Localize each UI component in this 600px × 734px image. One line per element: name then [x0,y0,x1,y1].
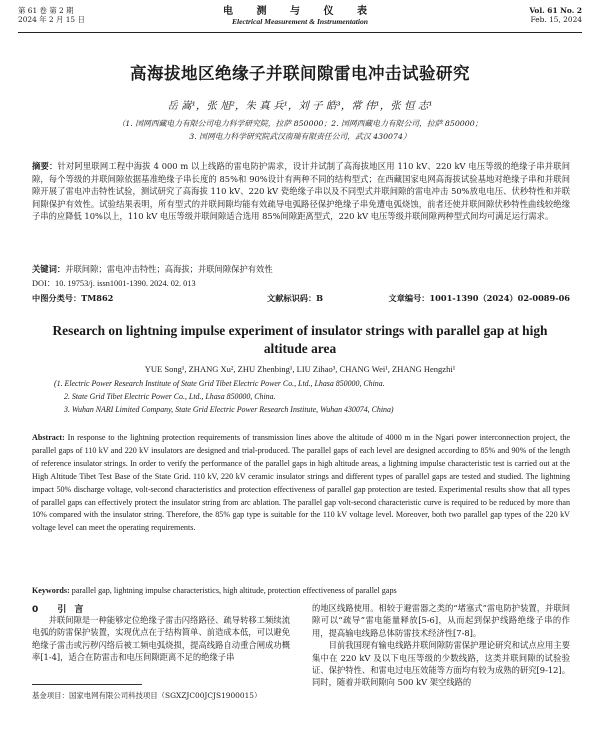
doi: DOI：10. 19753/j. issn1001-1390. 2024. 02. 013 [32,279,196,288]
keywords-en [32,586,570,595]
affiliation-cn-2: 3. 国网电力科学研究院武汉南瑞有限责任公司，武汉 430074） [189,132,411,141]
intro-right-para-1: 的地区线路使用。相较于避雷器之类的“堵塞式”雷电防护装置，并联间隙可以“疏导”雷电能量释放[5-6]，从而起到保护线路绝缘子串的作用，提高输电线路总体防雷技术经济性[7-8]。 [312,603,570,638]
abstract-en-label: Abstract: [32,433,65,442]
journal-name-en: Electrical Measurement & Instrumentation [231,17,369,26]
affiliation-en-2: 2. State Grid Tibet Electric Power Co., Ltd., Lhasa 850000, China. [64,392,276,401]
clc-number: 中图分类号：TM862 [32,293,114,303]
article-number: 文章编号：1001-1390（2024）02-0089-06 [388,293,570,303]
classification-row [32,293,570,305]
footnote-divider [32,684,142,685]
journal-name-cn: 电 测 与 仪 表 [223,6,377,17]
title-en: Research on lightning impulse experiment of insulator strings with parallel gap at high altitude area [52,323,548,356]
volume-issue-cn: 第 61 卷 第 2 期 [18,6,74,15]
abstract-cn [32,160,570,223]
intro-left-column: 并联间隙是一种能够定位绝缘子雷击闪络路径、疏导转移工频续流电弧的防雷保护装置，实现优点在于结构简单、前造成本低，可以避免绝缘子雷击或污秽闪络后被工频电弧烧损，提高线路自动重合闸成功概率[1-4]，适合在防雷击和电压间隙距离不足的绝缘子串 [32,615,290,663]
keywords-cn-text: 并联间隙；雷电冲击特性；高海拔；并联间隙保护有效性 [65,264,273,274]
authors-en: YUE Song¹, ZHANG Xu², ZHU Zhenbing¹, LIU Zihao³, CHANG Wei¹, ZHANG Hengzhi¹ [144,364,456,374]
intro-right-column [312,602,570,689]
date-cn: 2024 年 2 月 15 日 [18,15,85,24]
keywords-cn [32,263,570,275]
affiliation-en-1: (1. Electric Power Research Institute of State Grid Tibet Electric Power Co., Ltd., Lhasa 850000, China. [54,379,385,388]
affiliation-en-3: 3. Wuhan NARI Limited Company, State Grid Electric Power Research Institute, Wuhan 430074, China) [64,405,394,414]
abstract-en-text: In response to the lightning protection requirements of transmission lines above the altitude of 4000 m in the Ngari power interconnection project, the parallel gaps of 110 kV and 220 kV insulators are designed and trial-produced. The parallel gaps of each level are designed according to 85% and 90% of the length of reference insulator strings. In order to verify the performance of the parallel gaps in high altitude areas, a lightning impulse characteristic test is carried out at the High Altitude Tibet Test Base of the State Grid. 110 kV, 220 kV ceramic insulator strings and different types of parallel gaps are tested and studied. The lightning impact 50% discharge voltage, volt-second characteristics and protection effectiveness of parallel gap protection are tested. Experimental results show that all types of parallel gaps can effectively protect the insulator string from arc ablation. The parallel gap volt-second characteristic curve is required to be reduced by more than 10% compared with the insulator string. Therefore, the 85% gap type is suitable for the 110 kV voltage level. Moreover, both two parallel gap types of the 220 kV voltage level can meet the operating requirements. [32,433,571,533]
keywords-en-label: Keywords: [32,586,70,595]
funding-footnote: 基金项目：国家电网有限公司科技项目（SGXZJC00JCJS1900015） [32,691,262,700]
affiliation-cn-1: （1. 国网西藏电力有限公司电力科学研究院，拉萨 850000；2. 国网西藏电力有限公司，拉萨 850000； [117,119,483,128]
volume-issue-en: Vol. 61 No. 2 [529,6,582,15]
abstract-cn-text: 针对阿里联网工程中海拔 4 000 m 以上线路的雷电防护需求，设计并试制了高海拔地区用 110 kV、220 kV 电压等级的绝缘子串并联间隙，每个等级的并联间隙依据基准绝缘子串长度的 85%和 90%设计有两种不同的结构型式；在西藏国家电网高海拔试验基地对绝缘子串和并联间隙开展了雷电冲击特性试验，测试研究了高海拔 110 kV、220 kV 瓷绝缘子串以及不同型式并联间隙的雷电冲击 50%放电电压、伏秒特性和并联间隙保护有效性。试验结果表明，所有型式的并联间隙均能有效疏导电弧路径保护绝缘子串免遭电弧烧蚀，前者还使并联间隙伏秒特性曲线较绝缘子串的应降低 10%以上，110 kV 电压等级并联间隙适合选用 85%间隙距离型式，220 kV 电压等级并联间隙两种型式间均可满足运行需求。 [32,161,570,221]
abstract-en [32,432,570,535]
abstract-cn-label: 摘要： [32,161,58,171]
header-right [529,6,582,24]
header-divider [18,32,582,33]
document-code: 文献标识码：B [267,293,324,303]
date-en: Feb. 15, 2024 [530,15,582,24]
header-center [18,6,582,27]
intro-right-para-2: 目前我国现有输电线路并联间隙防雷保护理论研究和试点应用主要集中在 220 kV 及以下电压等级的少数线路，这类并联间隙的试验验证、保护特性、和雷电过电压效能等方面均有较为成熟的研究[9-12]。同时，随着并联间隙向 500 kV 架空线路的 [312,640,570,688]
title-cn: 高海拔地区绝缘子并联间隙雷电冲击试验研究 [130,64,470,83]
keywords-cn-label: 关键词： [32,264,66,274]
section-heading-intro: 0 引言 [32,605,92,615]
authors-cn: 岳 嵩¹，张 旭²，朱 真 兵¹，刘 子 皓³，常 伟¹，张 恒 志¹ [167,100,433,112]
running-header [18,6,582,30]
keywords-en-text: parallel gap, lightning impulse characteristics, high altitude, protection effectiveness of parallel gaps [71,586,397,595]
